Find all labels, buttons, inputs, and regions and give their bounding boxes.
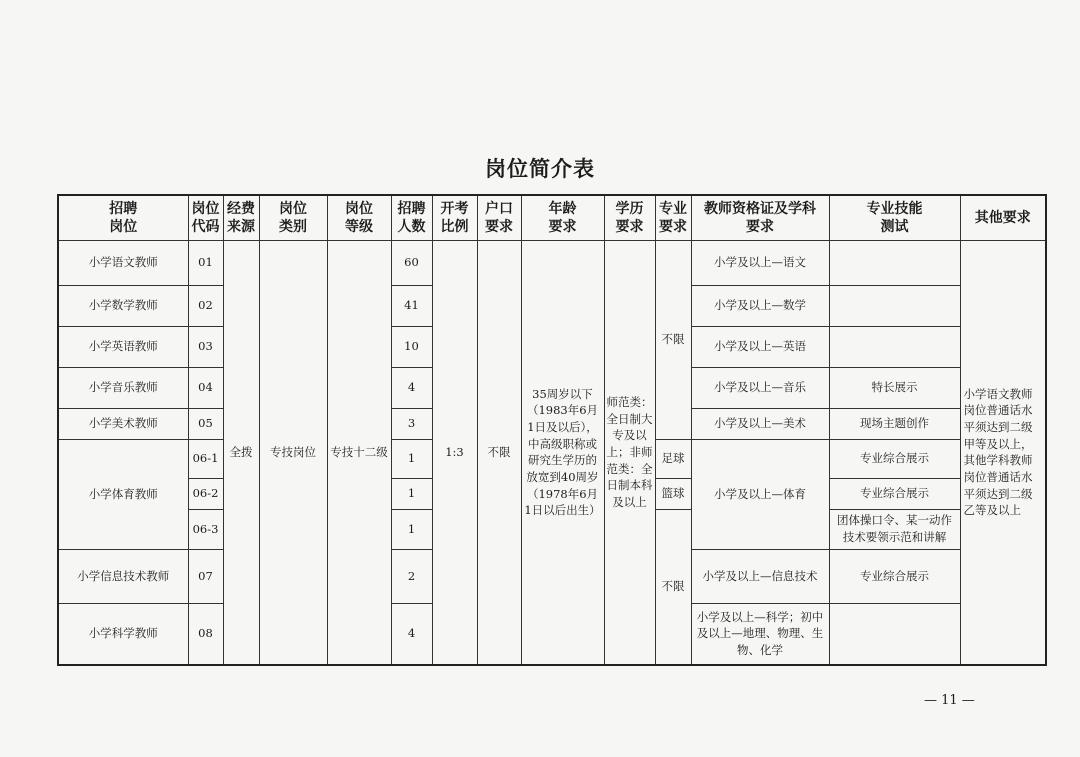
cell-category: 专技岗位 <box>259 240 327 665</box>
cell-age: 35周岁以下（1983年6月1日及以后），中高级职称或研究生学历的放宽到40周岁（1978年6月1日以后出生） <box>521 240 604 665</box>
job-table <box>57 194 1047 666</box>
cell-qualification: 小学及以上—美术 <box>691 408 829 439</box>
table-row <box>58 240 1046 285</box>
cell-skill-test: 专业综合展示 <box>829 549 960 603</box>
cell-count: 4 <box>391 603 432 665</box>
cell-position: 小学音乐教师 <box>58 367 188 408</box>
header-category: 岗位 类别 <box>259 195 327 240</box>
cell-code: 03 <box>188 326 223 367</box>
cell-position: 小学美术教师 <box>58 408 188 439</box>
cell-hukou: 不限 <box>477 240 521 665</box>
header-hukou: 户口 要求 <box>477 195 521 240</box>
cell-skill-test <box>829 326 960 367</box>
cell-code: 08 <box>188 603 223 665</box>
cell-code: 06-3 <box>188 509 223 549</box>
cell-position: 小学数学教师 <box>58 285 188 326</box>
cell-skill-test <box>829 285 960 326</box>
cell-skill-test: 现场主题创作 <box>829 408 960 439</box>
header-count: 招聘 人数 <box>391 195 432 240</box>
cell-code: 01 <box>188 240 223 285</box>
cell-qualification: 小学及以上—体育 <box>691 439 829 549</box>
header-grade: 岗位 等级 <box>327 195 391 240</box>
header-qualification: 教师资格证及学科 要求 <box>691 195 829 240</box>
cell-count: 4 <box>391 367 432 408</box>
cell-qualification: 小学及以上—数学 <box>691 285 829 326</box>
header-skill-test: 专业技能 测试 <box>829 195 960 240</box>
cell-major: 不限 <box>655 240 691 439</box>
cell-code: 06-1 <box>188 439 223 478</box>
header-funding: 经费 来源 <box>223 195 259 240</box>
cell-major: 不限 <box>655 509 691 665</box>
header-age: 年龄 要求 <box>521 195 604 240</box>
header-code: 岗位 代码 <box>188 195 223 240</box>
cell-code: 04 <box>188 367 223 408</box>
header-row <box>58 195 1046 240</box>
cell-skill-test: 团体操口令、某一动作技术要领示范和讲解 <box>829 509 960 549</box>
cell-skill-test: 特长展示 <box>829 367 960 408</box>
header-position: 招聘 岗位 <box>58 195 188 240</box>
cell-position: 小学信息技术教师 <box>58 549 188 603</box>
cell-major: 足球 <box>655 439 691 478</box>
cell-count: 2 <box>391 549 432 603</box>
header-ratio: 开考 比例 <box>432 195 477 240</box>
cell-qualification: 小学及以上—英语 <box>691 326 829 367</box>
cell-count: 10 <box>391 326 432 367</box>
cell-skill-test <box>829 240 960 285</box>
cell-qualification: 小学及以上—语文 <box>691 240 829 285</box>
cell-skill-test: 专业综合展示 <box>829 478 960 509</box>
page-title: 岗位简介表 <box>485 157 595 181</box>
cell-count: 1 <box>391 478 432 509</box>
cell-position: 小学语文教师 <box>58 240 188 285</box>
cell-qualification: 小学及以上—信息技术 <box>691 549 829 603</box>
cell-skill-test <box>829 603 960 665</box>
cell-position: 小学英语教师 <box>58 326 188 367</box>
cell-position: 小学科学教师 <box>58 603 188 665</box>
cell-skill-test: 专业综合展示 <box>829 439 960 478</box>
cell-major: 篮球 <box>655 478 691 509</box>
cell-count: 41 <box>391 285 432 326</box>
cell-qualification: 小学及以上—音乐 <box>691 367 829 408</box>
cell-count: 1 <box>391 509 432 549</box>
header-other: 其他要求 <box>960 195 1046 240</box>
header-major: 专业 要求 <box>655 195 691 240</box>
cell-qualification: 小学及以上—科学；初中及以上—地理、物理、生物、化学 <box>691 603 829 665</box>
cell-code: 02 <box>188 285 223 326</box>
cell-code: 05 <box>188 408 223 439</box>
cell-count: 3 <box>391 408 432 439</box>
header-education: 学历 要求 <box>604 195 655 240</box>
cell-code: 07 <box>188 549 223 603</box>
cell-count: 60 <box>391 240 432 285</box>
cell-education: 师范类：全日制大专及以上；非师范类：全日制本科及以上 <box>604 240 655 665</box>
cell-grade: 专技十二级 <box>327 240 391 665</box>
cell-count: 1 <box>391 439 432 478</box>
cell-funding: 全拨 <box>223 240 259 665</box>
cell-other: 小学语文教师岗位普通话水平须达到二级甲等及以上，其他学科教师岗位普通话水平须达到二级乙等及以上 <box>960 240 1046 665</box>
cell-ratio: 1:3 <box>432 240 477 665</box>
cell-code: 06-2 <box>188 478 223 509</box>
page-number: — 11 — <box>924 693 975 708</box>
cell-position: 小学体育教师 <box>58 439 188 549</box>
